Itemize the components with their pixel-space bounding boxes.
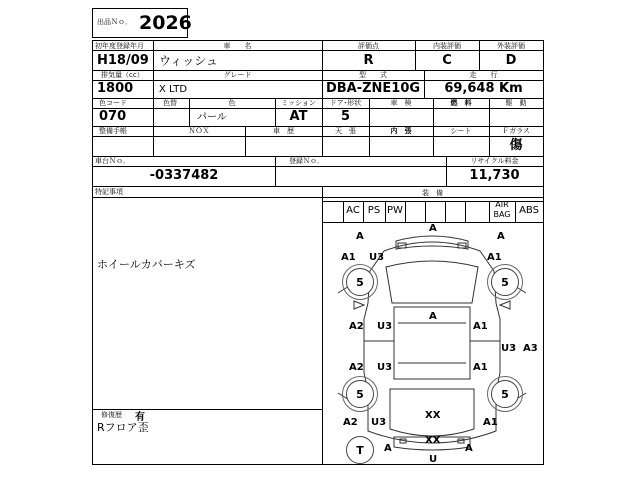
score: R xyxy=(363,53,374,68)
equipment-pw: PW xyxy=(387,205,403,216)
exterior-grade: D xyxy=(505,53,517,68)
repair-history-label: 修復歴 xyxy=(101,411,122,419)
mark-trunk-xx: XX xyxy=(425,435,441,446)
equipment-ac: AC xyxy=(346,205,360,216)
color: パール xyxy=(197,112,227,123)
interior-grade: C xyxy=(442,53,452,68)
remark-floor: Rフロア歪 xyxy=(97,421,149,434)
fuel-label: 燃 料 xyxy=(450,99,472,107)
nox-label: ＮＯＸ xyxy=(188,127,210,135)
doors: 5 xyxy=(340,109,351,124)
tire-front-right: 5 xyxy=(491,268,519,296)
inspection-label: 車 検 xyxy=(390,99,412,107)
grade-label: グレード xyxy=(223,71,252,79)
maintenance-label: 整備手帳 xyxy=(99,127,127,135)
mark-front-right-fender-a1: A1 xyxy=(487,252,502,263)
tire-front-right-ring xyxy=(487,264,523,300)
displacement-label: 排気量（cc） xyxy=(101,71,144,79)
mark-left-rear-door-a2: A2 xyxy=(349,362,364,373)
registration-label: 登録Ｎｏ． xyxy=(289,157,324,165)
tire-rear-left-ring xyxy=(342,376,378,412)
headliner-label: 天 張 xyxy=(335,127,356,135)
mark-left-quarter-u3: U3 xyxy=(371,417,387,428)
equipment-abs: ABS xyxy=(519,205,539,216)
seat-label: シート xyxy=(450,127,472,135)
tire-rear-right-ring xyxy=(487,376,523,412)
first-registration: H18/09 xyxy=(97,53,149,68)
year-label: 初年度登録年月 xyxy=(95,42,144,50)
recycle-fee: 11,730 xyxy=(469,168,520,183)
car-name-label: 車 名 xyxy=(223,42,252,50)
mark-right-rear-door-a1: A1 xyxy=(473,362,488,373)
trim-label: 内 張 xyxy=(390,127,412,135)
lot-label: 出品Ｎｏ． xyxy=(97,18,132,26)
mark-rear-right-a: A xyxy=(465,443,473,454)
mark-rear-bumper-u: U xyxy=(429,454,438,465)
windshield-label: Ｆガラス xyxy=(502,127,530,135)
mark-right-front-door-a1: A1 xyxy=(473,321,488,332)
grade: X LTD xyxy=(159,84,188,95)
mark-right-side-a3: A3 xyxy=(523,343,538,354)
windshield: 傷 xyxy=(509,138,523,153)
recycle-label: リサイクル料金 xyxy=(470,157,519,165)
mark-right-side-u3: U3 xyxy=(501,343,517,354)
equipment-ps: PS xyxy=(367,205,381,216)
interior-grade-label: 内装評価 xyxy=(433,42,461,50)
mission: AT xyxy=(289,109,308,124)
mileage-label: 走 行 xyxy=(469,71,498,79)
mark-front-bumper: A xyxy=(429,223,437,234)
tire-rear-right: 5 xyxy=(491,380,519,408)
remark-wheel-cover: ホイールカバーキズ xyxy=(97,258,196,271)
tire-front-left: 5 xyxy=(346,268,374,296)
color-code: 070 xyxy=(99,109,127,124)
mark-front-left-fender-u3: U3 xyxy=(369,252,385,263)
mark-left-front-door-a2: A2 xyxy=(349,321,364,332)
score-label: 評価点 xyxy=(358,42,379,50)
lot-number: 2026 xyxy=(139,12,192,34)
color-label: 色 xyxy=(228,99,236,107)
mark-front-left-corner: A xyxy=(356,231,364,242)
mark-left-quarter-a2: A2 xyxy=(343,417,358,428)
mark-front-right-corner: A xyxy=(497,231,505,242)
lot-box xyxy=(92,8,192,38)
mileage: 69,648 Km xyxy=(444,81,523,96)
remarks-label: 特記事項 xyxy=(95,188,123,196)
mark-left-rear-door-u3: U3 xyxy=(377,362,393,373)
repair-history: 有 xyxy=(135,412,145,423)
car-name: ウィッシュ xyxy=(159,54,219,68)
color-code-label: 色コード xyxy=(99,99,127,107)
mark-roof-xx: XX xyxy=(425,410,441,421)
equipment-label: 装 備 xyxy=(422,189,443,197)
chassis-number: -0337482 xyxy=(149,168,219,183)
displacement: 1800 xyxy=(97,81,134,96)
mark-rear-left-a: A xyxy=(384,443,392,454)
tire-rear-left: 5 xyxy=(346,380,374,408)
drive-label: 駆 動 xyxy=(505,99,527,107)
mark-hood: A xyxy=(429,311,437,322)
equipment-airbag: AIR BAG xyxy=(493,200,511,219)
color-change-label: 色替 xyxy=(163,99,177,107)
tire-front-left-ring xyxy=(342,264,378,300)
model-label: 型 式 xyxy=(359,71,387,79)
mission-label: ミッション xyxy=(281,99,316,107)
model-code: DBA-ZNE10G xyxy=(325,81,421,96)
chassis-label: 車台Ｎｏ． xyxy=(95,157,130,165)
mark-left-front-door-u3: U3 xyxy=(377,321,393,332)
history-label: 車 歴 xyxy=(273,127,294,135)
door-label: ドア･形状 xyxy=(329,99,362,107)
mark-front-left-fender-a1: A1 xyxy=(341,252,356,263)
mark-right-quarter-a1: A1 xyxy=(483,417,498,428)
spare-tire: T xyxy=(346,436,374,464)
inspection-sheet xyxy=(92,40,544,465)
exterior-grade-label: 外装評価 xyxy=(497,42,525,50)
